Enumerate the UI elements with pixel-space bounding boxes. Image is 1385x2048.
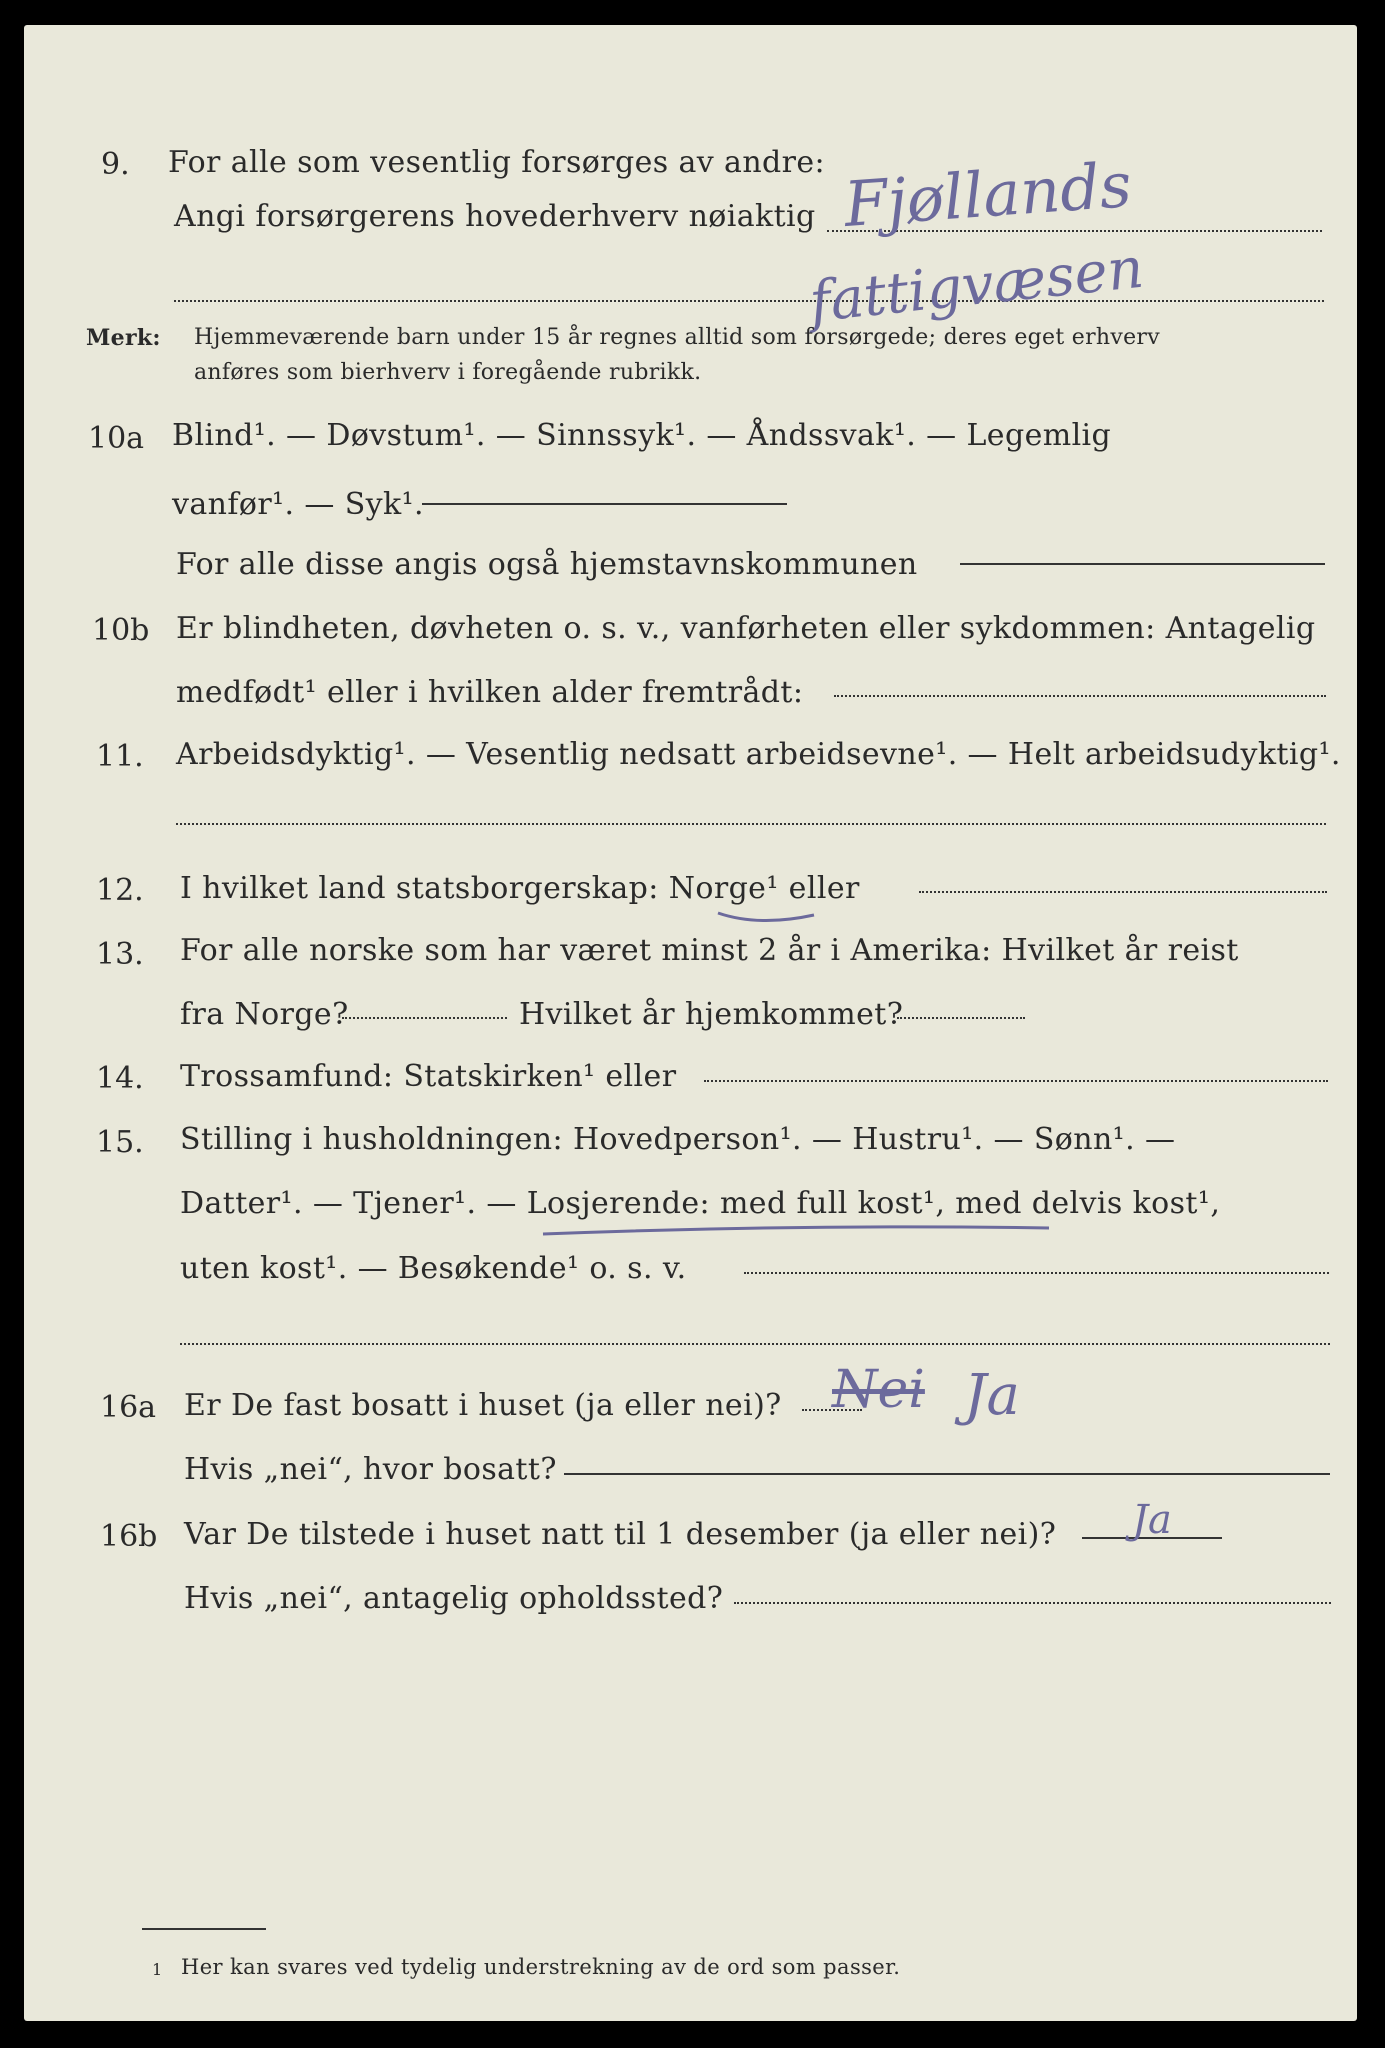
- footnote-mark: 1: [152, 1960, 163, 1979]
- q14-number: 14.: [96, 1061, 144, 1096]
- q11-line1: Arbeidsdyktig¹. — Vesentlig nedsatt arbeidsevne¹. — Helt arbeidsudyktig¹.: [176, 737, 1341, 772]
- q10b-answer-line: [834, 695, 1326, 697]
- q10a-line2: vanfør¹. — Syk¹.: [172, 487, 424, 522]
- q13-line1: For alle norske som har været minst 2 år i Amerika: Hvilket år reist: [180, 933, 1239, 968]
- q15-answer-line: [744, 1272, 1329, 1274]
- q16b-line1: Var De tilstede i huset natt til 1 desember (ja eller nei)?: [184, 1517, 1057, 1552]
- q15-line3: uten kost¹. — Besøkende¹ o. s. v.: [180, 1251, 687, 1286]
- merk-label: Merk:: [86, 325, 161, 351]
- q15-number: 15.: [96, 1125, 144, 1160]
- q13-line2a: fra Norge?: [180, 997, 349, 1032]
- merk-line2: anføres som bierhverv i foregående rubrikk.: [194, 360, 702, 385]
- q16a-line1: Er De fast bosatt i huset (ja eller nei)?: [184, 1388, 782, 1423]
- q12-line1: I hvilket land statsborgerskap: Norge¹ eller: [180, 871, 860, 906]
- footnote-separator: [142, 1928, 266, 1930]
- q12-underline-norge: [714, 905, 824, 935]
- q10a-number: 10a: [88, 421, 145, 456]
- q9-line2: Angi forsørgerens hovederhverv nøiaktig: [174, 199, 816, 234]
- q14-line1: Trossamfund: Statskirken¹ eller: [180, 1059, 677, 1094]
- q16a-handwritten-answer: Ja: [964, 1363, 1020, 1428]
- q10a-line3: For alle disse angis også hjemstavnskommunen: [176, 547, 918, 582]
- footnote-text: Her kan svares ved tydelig understrekning av de ord som passer.: [181, 1955, 901, 1979]
- q15-line1: Stilling i husholdningen: Hovedperson¹. — Hustru¹. — Sønn¹. —: [180, 1122, 1176, 1157]
- q12-number: 12.: [96, 873, 144, 908]
- q12-answer-line: [919, 891, 1327, 893]
- q9-answer-line2: [174, 300, 1324, 302]
- q16b-opholdssted-line: [734, 1602, 1331, 1604]
- merk-line1: Hjemmeværende barn under 15 år regnes alltid som forsørgede; deres eget erhverv: [194, 325, 1160, 350]
- q9-line1: For alle som vesentlig forsørges av andre:: [168, 145, 826, 180]
- q13-line2b: Hvilket år hjemkommet?: [519, 997, 904, 1032]
- census-form-page: [24, 25, 1357, 2021]
- q13-reist-line: [342, 1017, 507, 1019]
- q11-answer-line: [176, 823, 1326, 825]
- q16a-bosatt-line: [564, 1473, 1330, 1475]
- q16b-number: 16b: [100, 1519, 158, 1554]
- q10a-line1: Blind¹. — Døvstum¹. — Sinnssyk¹. — Åndssvak¹. — Legemlig: [172, 418, 1112, 453]
- q15-line2: Datter¹. — Tjener¹. — Losjerende: med full kost¹, med delvis kost¹,: [180, 1186, 1221, 1221]
- q11-number: 11.: [96, 739, 144, 774]
- q16b-handwritten-answer: Ja: [1132, 1497, 1172, 1543]
- q16a-line2: Hvis „nei“, hvor bosatt?: [184, 1452, 557, 1487]
- q10b-line2: medfødt¹ eller i hvilken alder fremtrådt:: [176, 675, 804, 710]
- q14-answer-line: [704, 1080, 1328, 1082]
- q13-hjemkommet-line: [897, 1017, 1025, 1019]
- q16a-handwritten-struck-answer: Nei: [832, 1360, 925, 1420]
- q10b-number: 10b: [92, 613, 150, 648]
- q13-number: 13.: [96, 937, 144, 972]
- q15-answer-line2: [180, 1343, 1330, 1345]
- q10a-syk-line: [422, 503, 787, 505]
- q10b-line1: Er blindheten, døvheten o. s. v., vanførheten eller sykdommen: Antagelig: [176, 611, 1316, 646]
- q9-handwritten-answer-1: Fjøllands: [841, 148, 1134, 241]
- q10a-kommune-line: [960, 563, 1325, 565]
- q16b-line2: Hvis „nei“, antagelig opholdssted?: [184, 1581, 724, 1616]
- q15-underline-losjerende: [539, 1218, 1059, 1248]
- q9-handwritten-answer-2: fattigvæsen: [806, 235, 1147, 336]
- q9-number: 9.: [101, 147, 130, 182]
- q16a-number: 16a: [100, 1390, 157, 1425]
